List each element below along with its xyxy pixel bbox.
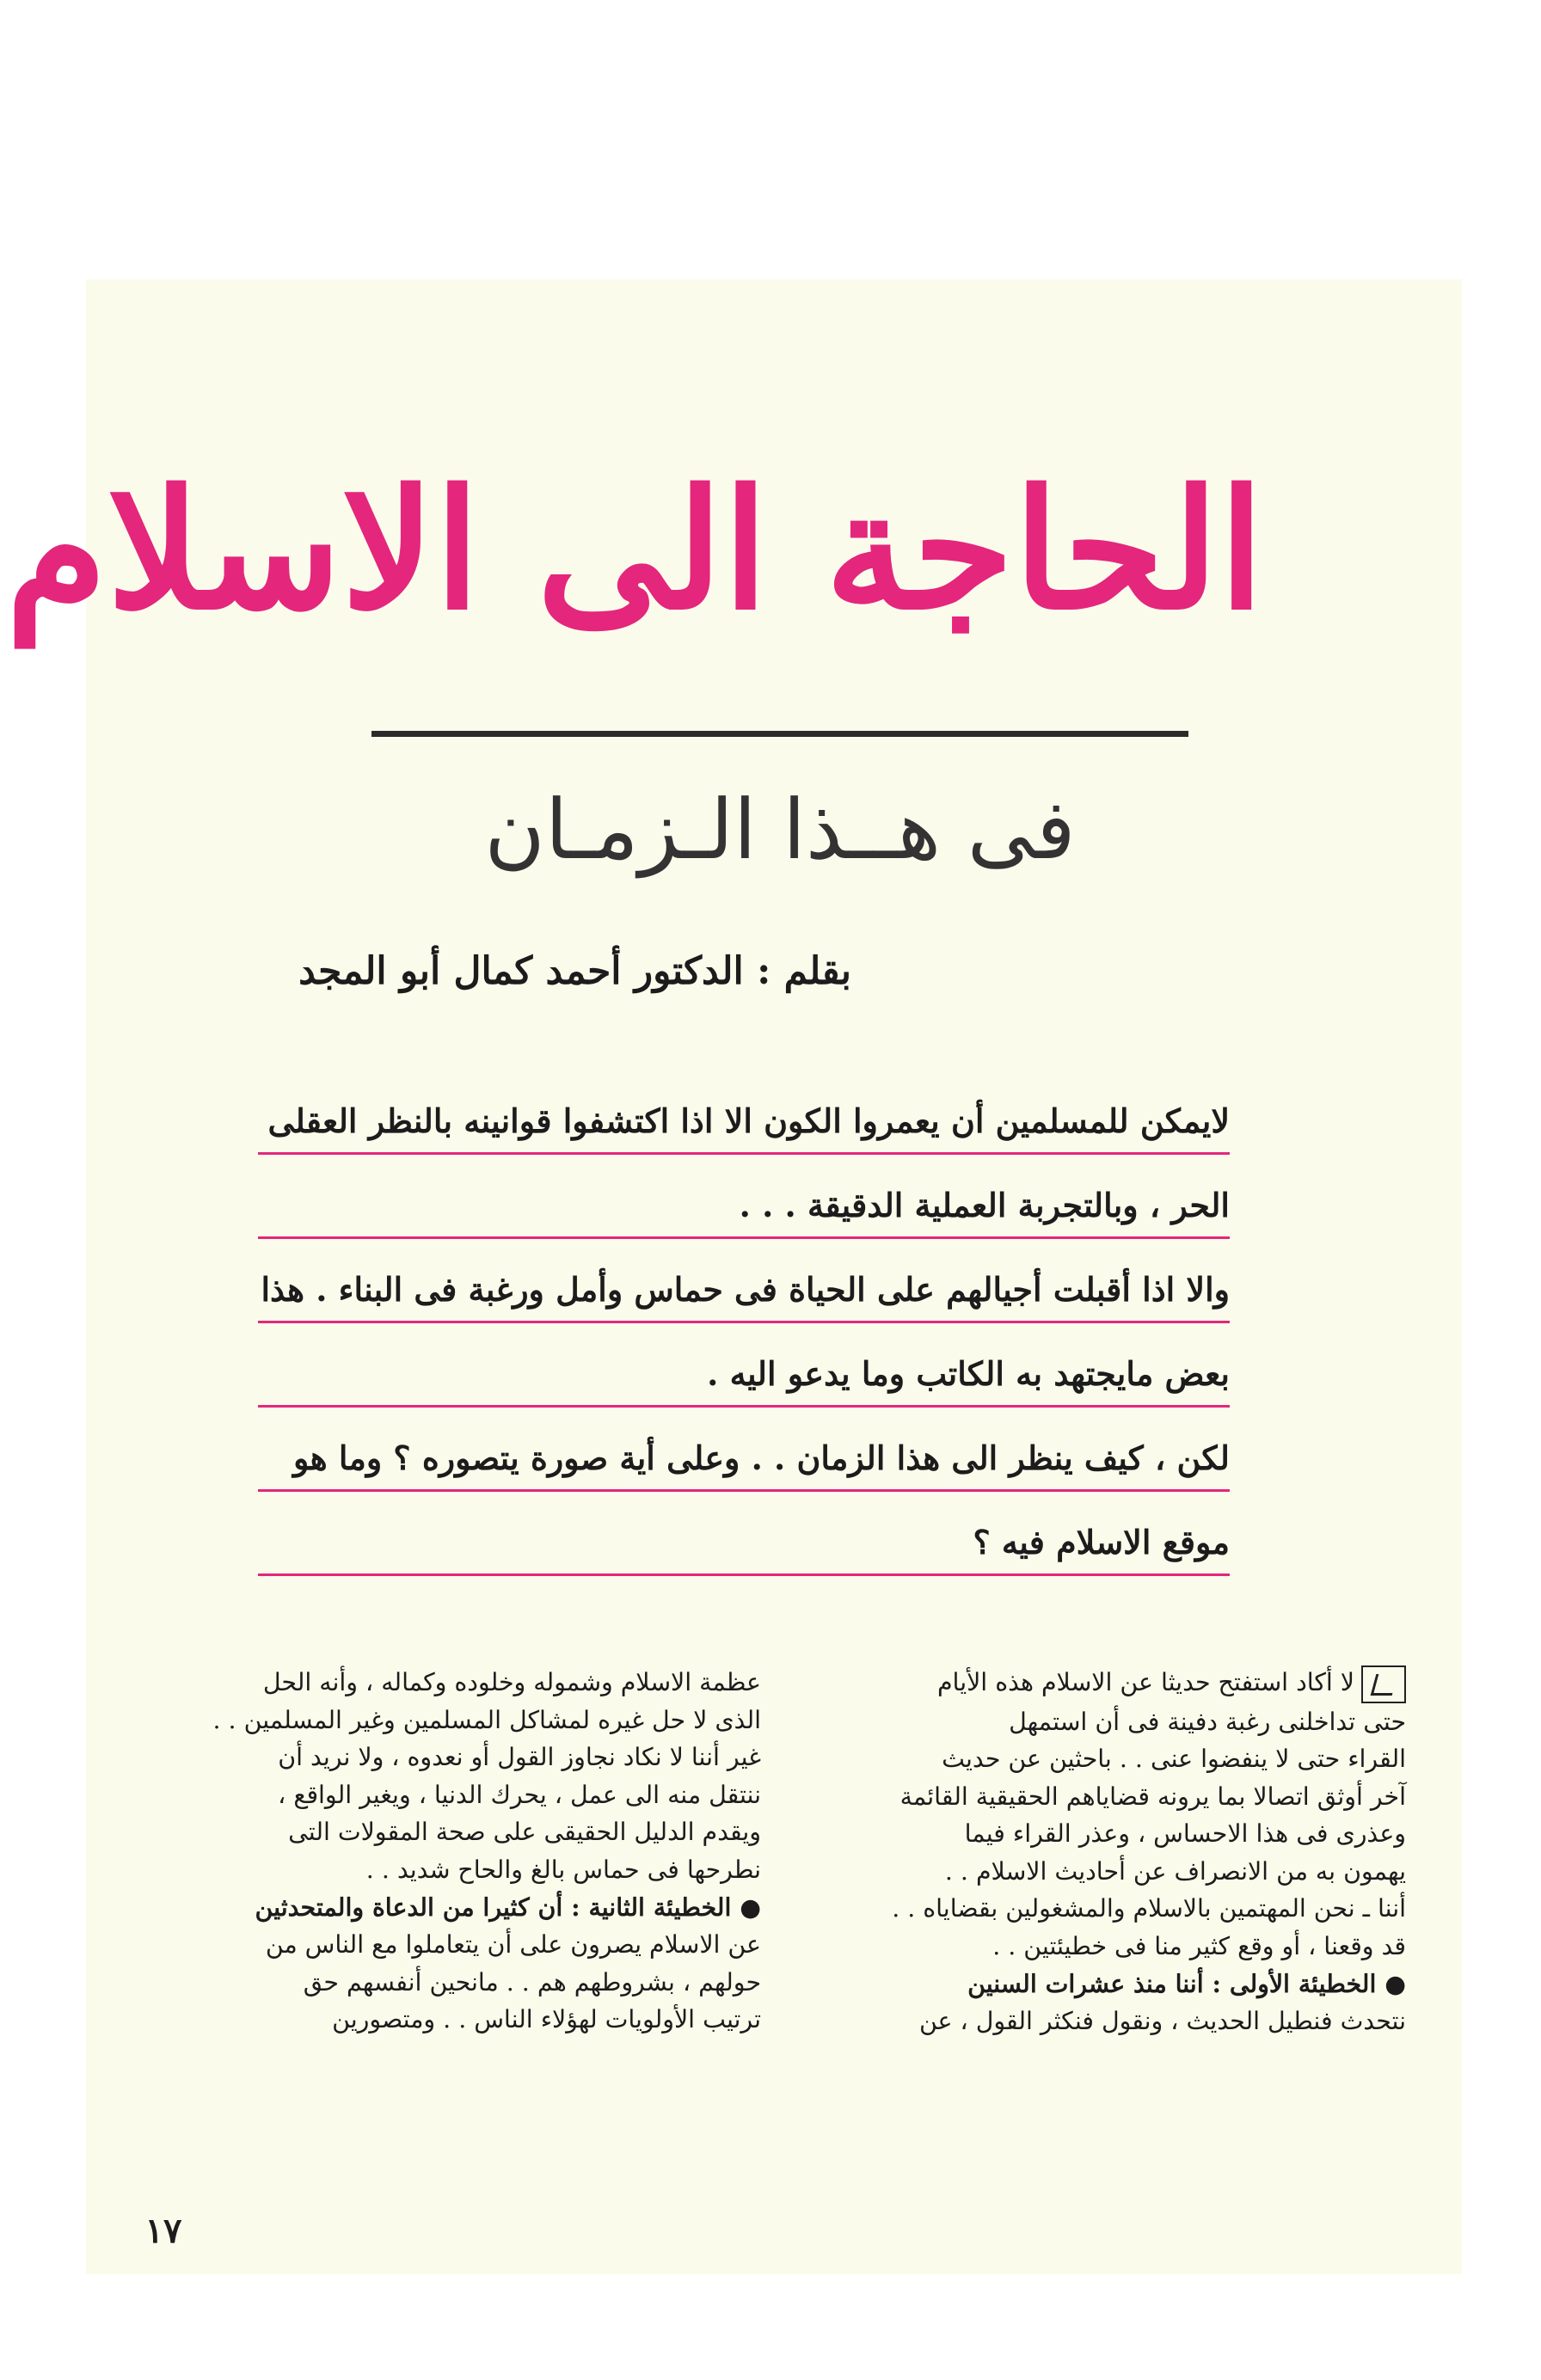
text-line: عظمة الاسلام وشموله وخلوده وكماله ، وأنه الحل [262,1668,761,1696]
text-line: ● الخطيئة الأولى : أننا منذ عشرات السنين [967,1968,1406,1998]
text-line: غير أننا لا نكاد نجاوز القول أو نعدوه ، ولا نريد أن [278,1743,761,1772]
byline: بقلم : الدكتور أحمد كمال أبو المجد [298,949,851,993]
intro-line: لكن ، كيف ينظر الى هذا الزمان . . وعلى أية صورة يتصوره ؟ وما هو [258,1408,1230,1492]
article-title: الحاجة الى الاسلام [5,454,1264,646]
text-line: آخر أوثق اتصالا بما يرونه قضاياهم الحقيقية القائمة [899,1782,1406,1811]
intro-line: لايمكن للمسلمين أن يعمروا الكون الا اذا اكتشفوا قوانينه بالنظر العقلى [258,1070,1230,1155]
intro-line: والا اذا أقبلت أجيالهم على الحياة فى حماس وأمل ورغبة فى البناء . هذا [258,1239,1230,1323]
text-line: ننتقل منه الى عمل ، يحرك الدنيا ، ويغير الواقع ، [278,1780,761,1809]
text-line: الذى لا حل غيره لمشاكل المسلمين وغير المسلمين . . [212,1705,761,1734]
text-line: حتى تداخلنى رغبة دفينة فى أن استمهل [1009,1707,1406,1736]
intro-line: بعض مايجتهد به الكاتب وما يدعو اليه . [258,1323,1230,1408]
text-line: ● الخطيئة الثانية : أن كثيرا من الدعاة والمتحدثين [255,1892,761,1922]
text-line: نتحدث فنطيل الحديث ، ونقول فنكثر القول ، عن [918,2007,1406,2036]
article-column-right [778,1664,1406,2197]
text-line: عن الاسلام يصرون على أن يتعاملوا مع الناس من [265,1930,761,1960]
text-line: قد وقعنا ، أو وقع كثير منا فى خطيئتين . . [992,1932,1406,1961]
text-line: لا أكاد استفتح حديثا عن الاسلام هذه الأيام [778,1664,1406,1703]
text-line: وعذرى فى هذا الاحساس ، وعذر القراء فيما [964,1819,1406,1849]
text-line: أننا ـ نحن المهتمين بالاسلام والمشغولين بقضاياه . . [892,1894,1406,1923]
intro-block [258,1070,1230,1578]
text-line: ويقدم الدليل الحقيقى على صحة المقولات التى [288,1818,761,1847]
article-column-left [133,1664,761,2197]
intro-line: موقع الاسلام فيه ؟ [258,1492,1230,1576]
text-line: نطرحها فى حماس بالغ والحاح شديد . . [365,1855,761,1884]
text-line: ترتيب الأولويات لهؤلاء الناس . . ومتصورين [332,2005,761,2034]
text-line: القراء حتى لا ينفضوا عنى . . باحثين عن حديث [942,1745,1406,1774]
page-number: ١٧ [144,2211,182,2251]
intro-line: الحر ، وبالتجربة العملية الدقيقة . . . [258,1155,1230,1239]
article-subtitle: فى هــذا الـزمـان [484,782,1076,878]
text-line: يهمون به من الانصراف عن أحاديث الاسلام . . [944,1856,1406,1886]
text-line: حولهم ، بشروطهم هم . . مانحين أنفسهم حق [303,1967,761,1997]
magazine-logo-icon [1361,1665,1406,1703]
title-rule [371,731,1188,737]
